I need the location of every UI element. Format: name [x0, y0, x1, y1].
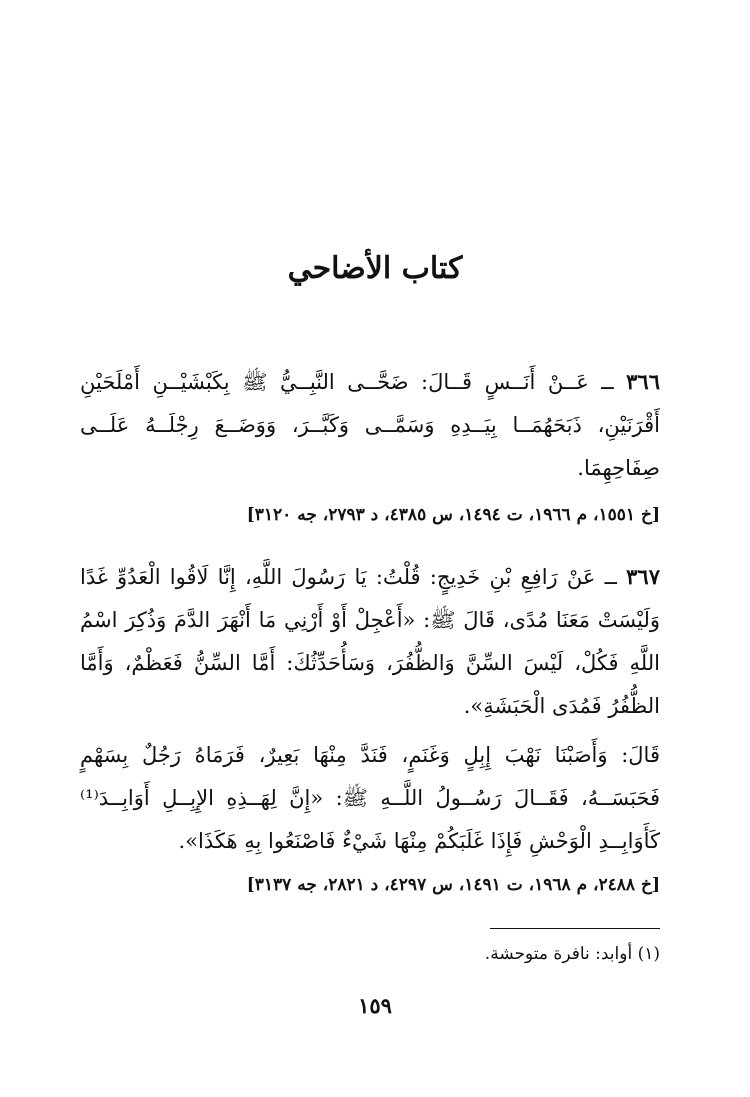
hadith-number: ٣٦٧ — [626, 564, 660, 589]
hadith-text: ــ عَنْ رَافِعِ بْنِ خَدِيجٍ: قُلْتُ: يَا رَسُولَ اللَّهِ، إِنَّا لَاقُوا الْعَدُوِّ غَدًا وَلَيْسَتْ مَعَنَا مُدًى، قَالَ ﷺ: «أَعْجِلْ أَوْ أَرْنِي مَا أَنْهَرَ الدَّمَ وَذُكِرَ اسْمُ اللَّهِ فَكُلْ، لَيْسَ السِّنَّ وَالظُّفُرَ، وَسَأُحَدِّثُكَ: أَمَّا السِّنُّ فَعَظْمٌ، وَأَمَّا الظُّفُرُ فَمُدَى الْحَبَشَةِ». — [80, 565, 660, 718]
hadith-367 — [80, 555, 660, 728]
footnote-divider — [490, 928, 660, 929]
hadith-367-continuation: قَالَ: وَأَصَبْنَا نَهْبَ إِبِلٍ وَغَنَمٍ، فَنَدَّ مِنْهَا بَعِيرٌ، فَرَمَاهُ رَجُلٌ بِسَهْمٍ فَحَبَسَــهُ، فَقَــالَ رَسُــولُ اللَّــهِ ﷺ: «إِنَّ لِهَــذِهِ الإِبِــلِ أَوَابِــدَ⁽¹⁾ كَأَوَابِــدِ الْوَحْشِ فَإِذَا غَلَبَكُمْ مِنْهَا شَيْءٌ فَاصْنَعُوا بِهِ هَكَذَا». — [80, 743, 660, 853]
chapter-title: كتاب الأضاحي — [287, 251, 463, 286]
hadith-366-references: [خ ١٥٥١، م ١٩٦٦، ت ١٤٩٤، س ٤٣٨٥، د ٢٧٩٣، جه ٣١٢٠] — [246, 505, 660, 525]
hadith-366 — [80, 360, 660, 490]
page-number: ١٥٩ — [358, 993, 392, 1018]
hadith-text: ــ عَــنْ أَنَــسٍ قَــالَ: ضَحَّــى النَّبِــيُّ ﷺ بِكَبْشَيْــنِ أَمْلَحَيْنِ أَقْرَنَيْنِ، ذَبَحَهُمَــا بِيَــدِهِ وَسَمَّــى وَكَبَّــرَ، وَوَضَــعَ رِجْلَــهُ عَلَــى صِفَاحِهِمَا. — [80, 370, 660, 480]
hadith-367-references: [خ ٢٤٨٨، م ١٩٦٨، ت ١٤٩١، س ٤٢٩٧، د ٢٨٢١، جه ٣١٣٧] — [246, 875, 660, 895]
hadith-number: ٣٦٦ — [626, 369, 660, 394]
footnote: (١) أوابد: نافرة متوحشة. — [484, 944, 660, 964]
